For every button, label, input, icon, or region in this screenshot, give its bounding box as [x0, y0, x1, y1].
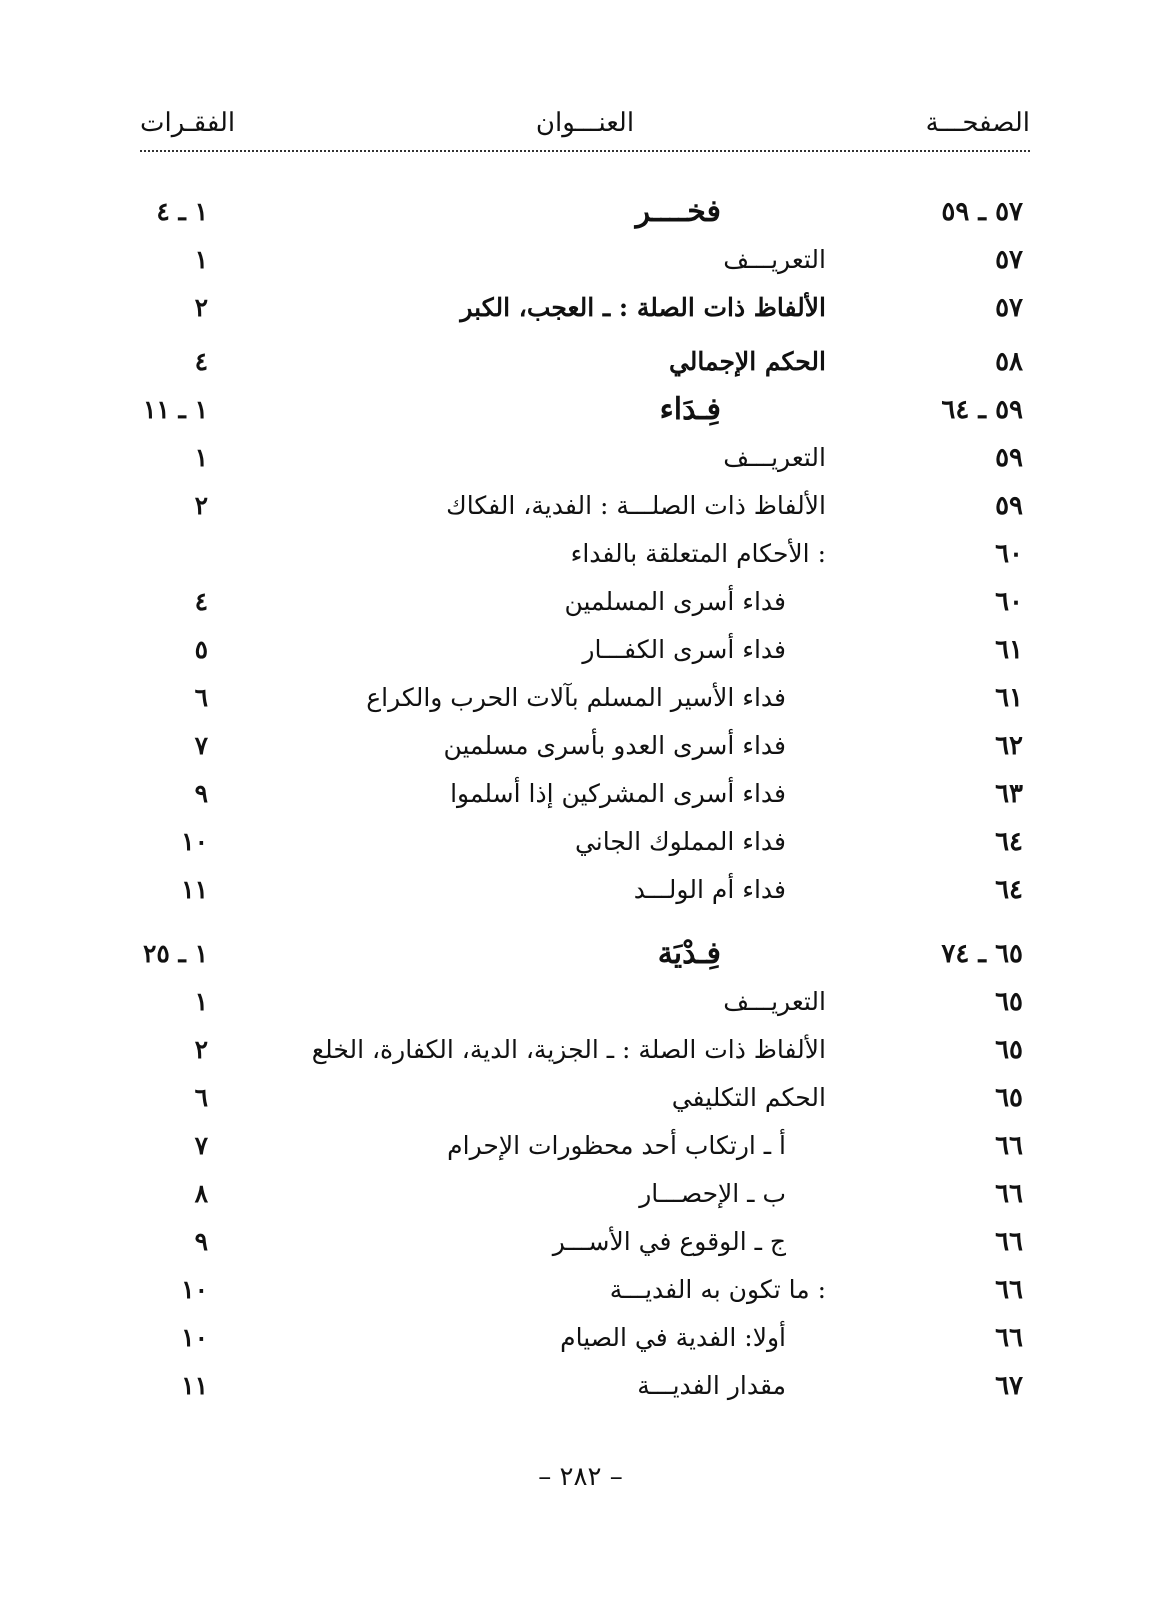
entry-paragraphs: ١ ـ ٤	[156, 197, 208, 226]
toc-entry-sub	[0, 724, 1161, 768]
entry-page: ٦٧	[995, 1371, 1023, 1401]
entry-paragraphs: ١٠	[181, 1275, 208, 1304]
entry-title: فِـدْيَة	[657, 936, 721, 971]
entry-page: ٦٦	[995, 1227, 1023, 1257]
entry-title: الألفاظ ذات الصلة : ـ الجزية، الدية، الكفارة، الخلع	[311, 1035, 826, 1064]
entry-paragraphs: ١١	[181, 875, 208, 904]
entry-page: ٥٩	[995, 491, 1023, 521]
toc-entry-sub	[0, 580, 1161, 624]
title-column-header: العنـــوان	[535, 108, 635, 138]
entry-paragraphs: ٦	[194, 683, 208, 712]
entry-page: ٦٦	[995, 1275, 1023, 1305]
toc-entry	[0, 436, 1161, 480]
toc-entry-sub	[0, 628, 1161, 672]
entry-page: ٥٧ ـ ٥٩	[941, 197, 1023, 227]
entry-title: الحكم التكليفي	[671, 1083, 826, 1112]
entry-paragraphs: ٨	[194, 1179, 208, 1208]
entry-title: الحكم الإجمالي	[668, 347, 826, 376]
entry-paragraphs: ٧	[194, 1131, 208, 1160]
toc-entry-heading	[0, 932, 1161, 976]
entry-page: ٦٣	[995, 779, 1023, 809]
toc-entry-sub	[0, 1220, 1161, 1264]
entry-paragraphs: ١١	[181, 1371, 208, 1400]
entry-paragraphs: ١٠	[181, 1323, 208, 1352]
entry-page: ٥٨	[995, 347, 1023, 377]
toc-entry	[0, 340, 1161, 384]
entry-page: ٦٠	[995, 587, 1023, 617]
paragraphs-column-header: الفقـرات	[140, 108, 236, 138]
entry-title: ج ـ الوقوع في الأســـر	[552, 1227, 786, 1256]
entry-page: ٦١	[995, 683, 1023, 713]
toc-entry-sub	[0, 820, 1161, 864]
toc-entry	[0, 1076, 1161, 1120]
entry-title: الألفاظ ذات الصلة : ـ العجب، الكبر	[460, 293, 826, 322]
entry-page: ٦٥	[995, 1083, 1023, 1113]
entry-title: فداء أسرى المسلمين	[564, 587, 786, 616]
entry-page: ٥٧	[995, 245, 1023, 275]
entry-paragraphs: ٦	[194, 1083, 208, 1112]
entry-page: ٦٥ ـ ٧٤	[941, 939, 1023, 969]
entry-page: ٦٤	[995, 827, 1023, 857]
entry-title: التعريـــف	[723, 245, 826, 274]
entry-paragraphs: ٩	[194, 1227, 208, 1256]
entry-paragraphs: ٤	[194, 587, 208, 616]
entry-paragraphs: ٥	[194, 635, 208, 664]
entry-page: ٦٤	[995, 875, 1023, 905]
entry-title: التعريـــف	[723, 443, 826, 472]
entry-title: مقدار الفديـــة	[637, 1371, 786, 1400]
page-column-header: الصفحـــة	[925, 108, 1030, 138]
toc-entry-sub	[0, 1364, 1161, 1408]
entry-page: ٥٧	[995, 293, 1023, 323]
entry-title: ما تكون به الفديـــة :	[609, 1275, 826, 1304]
entry-title: ب ـ الإحصـــار	[639, 1179, 786, 1208]
entry-page: ٥٩ ـ ٦٤	[941, 395, 1023, 425]
entry-title: فخــــر	[635, 194, 721, 229]
toc-entry	[0, 980, 1161, 1024]
entry-title: فداء المملوك الجاني	[574, 827, 786, 856]
toc-entry	[0, 286, 1161, 330]
toc-entry-sub	[0, 1124, 1161, 1168]
toc-header	[140, 108, 1030, 152]
toc-entry-sub	[0, 1172, 1161, 1216]
entry-paragraphs: ٢	[194, 1035, 208, 1064]
toc-entry	[0, 1028, 1161, 1072]
entry-title: فداء أسرى المشركين إذا أسلموا	[450, 779, 786, 808]
toc-entry-heading	[0, 388, 1161, 432]
entry-page: ٦٠	[995, 539, 1023, 569]
entry-title: الألفاظ ذات الصلـــة : الفدية، الفكاك	[446, 491, 826, 520]
entry-paragraphs: ١	[194, 987, 208, 1016]
entry-page: ٦٦	[995, 1179, 1023, 1209]
entry-title: فداء أسرى الكفـــار	[582, 635, 786, 664]
entry-paragraphs: ١	[194, 245, 208, 274]
entry-page: ٦٥	[995, 1035, 1023, 1065]
entry-paragraphs: ٤	[194, 347, 208, 376]
entry-paragraphs: ١٠	[181, 827, 208, 856]
entry-title: فداء الأسير المسلم بآلات الحرب والكراع	[366, 683, 786, 712]
toc-entry	[0, 484, 1161, 528]
toc-entry-sub	[0, 1316, 1161, 1360]
toc-entry-sub	[0, 676, 1161, 720]
entry-page: ٦١	[995, 635, 1023, 665]
entry-page: ٥٩	[995, 443, 1023, 473]
toc-entry-sub	[0, 868, 1161, 912]
entry-paragraphs: ٢	[194, 491, 208, 520]
entry-paragraphs: ٧	[194, 731, 208, 760]
entry-paragraphs: ٩	[194, 779, 208, 808]
entry-title: الأحكام المتعلقة بالفداء :	[570, 539, 826, 568]
entry-title: التعريـــف	[723, 987, 826, 1016]
toc-entry	[0, 532, 1161, 576]
page-number: – ٢٨٢ –	[538, 1462, 623, 1492]
entry-paragraphs: ٢	[194, 293, 208, 322]
entry-title: فداء أسرى العدو بأسرى مسلمين	[443, 731, 786, 760]
toc-entry	[0, 1268, 1161, 1312]
entry-page: ٦٦	[995, 1131, 1023, 1161]
toc-entry-sub	[0, 772, 1161, 816]
entry-paragraphs: ١ ـ ٢٥	[142, 939, 208, 968]
entry-page: ٦٦	[995, 1323, 1023, 1353]
toc-entry-heading	[0, 190, 1161, 234]
toc-entry	[0, 238, 1161, 282]
entry-page: ٦٢	[995, 731, 1023, 761]
entry-title: فِـدَاء	[659, 392, 721, 427]
entry-page: ٦٥	[995, 987, 1023, 1017]
entry-title: أ ـ ارتكاب أحد محظورات الإحرام	[447, 1131, 786, 1160]
entry-paragraphs: ١ ـ ١١	[142, 395, 208, 424]
entry-title: أولا: الفدية في الصيام	[560, 1323, 786, 1352]
entry-title: فداء أم الولـــد	[633, 875, 786, 904]
entry-paragraphs: ١	[194, 443, 208, 472]
